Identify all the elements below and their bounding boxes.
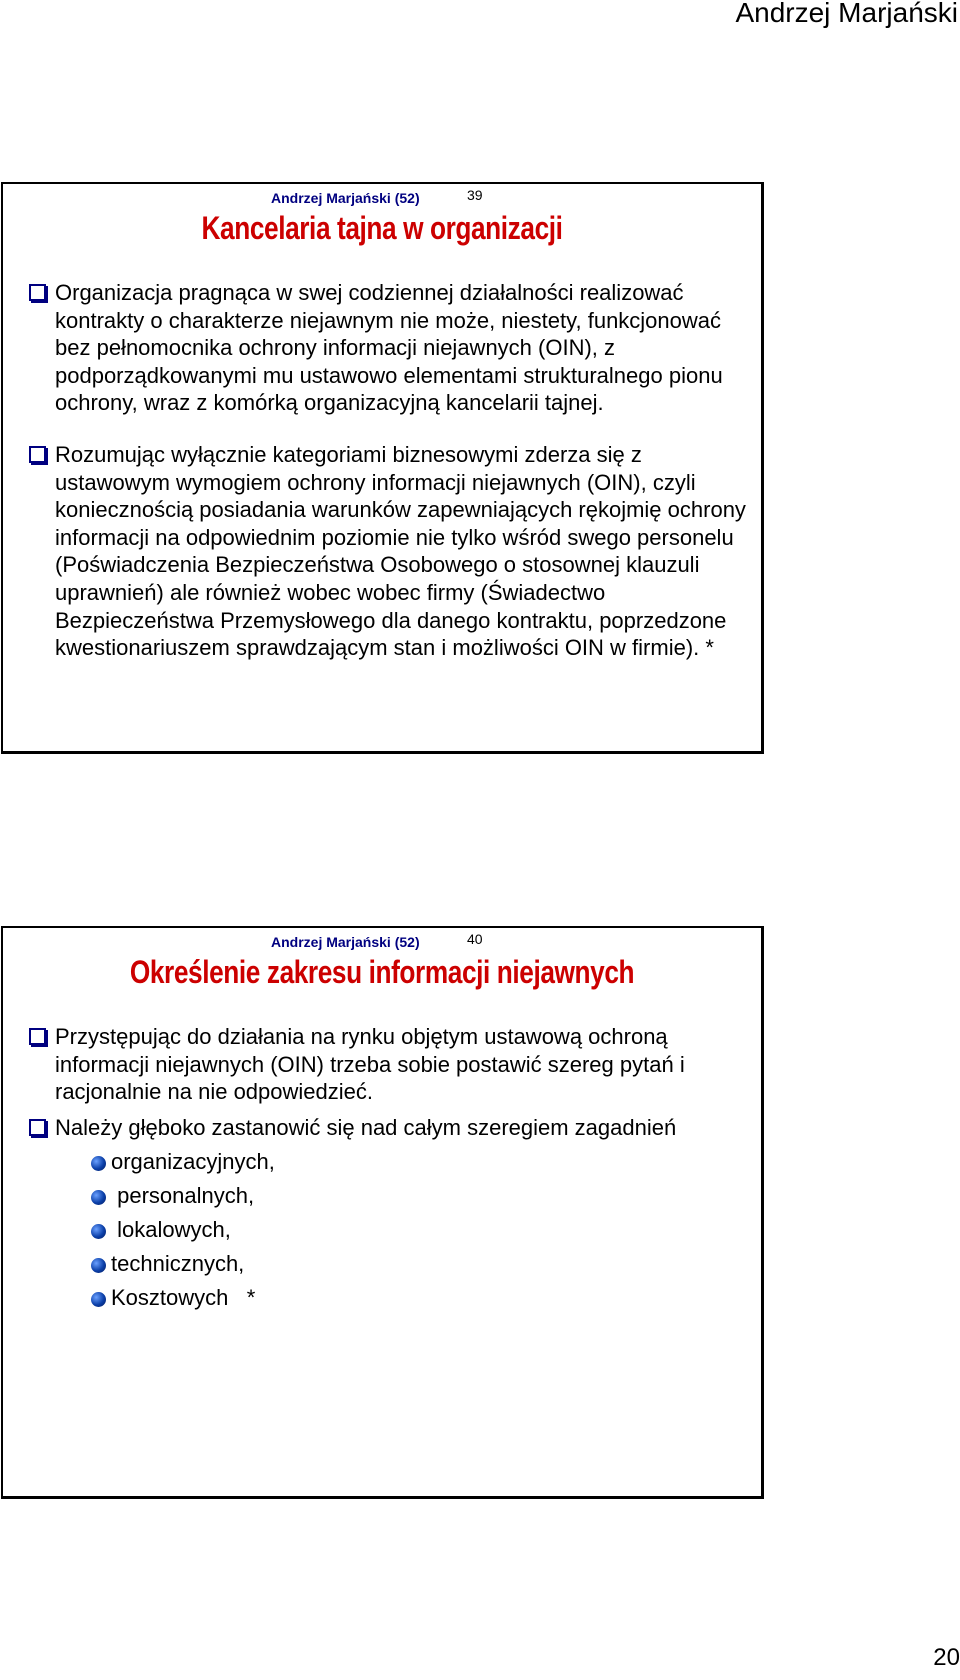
bullet-text: Przystępując do działania na rynku objętym ustawową ochroną informacji niejawnych (OIN) trzeba sobie postawić szereg pytań i racjonalnie na nie odpowiedzieć.	[55, 1024, 685, 1105]
square-bullet-icon	[29, 1028, 46, 1045]
square-bullet-icon	[29, 284, 46, 301]
bullet-text: Rozumując wyłącznie kategoriami biznesowymi zderza się z ustawowym wymogiem ochrony informacji niejawnych (OIN), czyli koniecznością posiadania warunków zapewniających rękojmię ochrony informacji na odpowiednim poziomie nie tylko wśród swego personelu (Poświadczenia Bezpieczeństwa Osobowego o stosownej klauzuli uprawnień) ale również wobec wobec firmy (Świadectwo Bezpieczeństwa Przemysłowego dla danego kontraktu, poprzedzone kwestionariuszem sprawdzającym stan i możliwości OIN w firmie). *	[55, 441, 746, 661]
sphere-bullet-icon	[91, 1292, 106, 1307]
sub-bullet-item	[87, 1247, 749, 1281]
sphere-bullet-icon	[91, 1224, 106, 1239]
sub-bullet-item	[87, 1281, 749, 1315]
sub-bullet-text: technicznych,	[111, 1251, 245, 1277]
sphere-bullet-icon	[91, 1156, 106, 1171]
sphere-bullet-icon	[91, 1258, 106, 1273]
sub-bullet-text: Kosztowych *	[111, 1285, 256, 1311]
sub-bullet-text: personalnych,	[111, 1183, 255, 1209]
page-number: 20	[933, 1644, 960, 1671]
slide-title: Kancelaria tajna w organizacji	[201, 210, 563, 246]
slide-author: Andrzej Marjański (52)	[271, 934, 420, 950]
slide-40	[1, 926, 764, 1499]
bullet-list	[23, 279, 749, 662]
sub-bullet-item	[87, 1213, 749, 1247]
bullet-item	[23, 441, 749, 662]
sub-bullet-list	[55, 1145, 749, 1315]
square-bullet-icon	[29, 1119, 46, 1136]
sub-bullet-text: organizacyjnych,	[111, 1149, 275, 1175]
bullet-item	[23, 1114, 749, 1316]
slide-author: Andrzej Marjański (52)	[271, 190, 420, 206]
slide-number: 39	[467, 187, 483, 203]
sub-bullet-item	[87, 1145, 749, 1179]
sphere-bullet-icon	[91, 1190, 106, 1205]
sub-bullet-item	[87, 1179, 749, 1213]
page-header: Andrzej Marjański	[735, 0, 958, 28]
slide-number: 40	[467, 931, 483, 947]
bullet-text: Organizacja pragnąca w swej codziennej działalności realizować kontrakty o charakterze niejawnym nie może, niestety, funkcjonować bez pełnomocnika ochrony informacji niejawnych (OIN), z podporządkowanymi mu ustawowo elementami strukturalnego pionu ochrony, wraz z komórką organizacyjną kancelarii tajnej.	[55, 280, 723, 416]
bullet-list	[23, 1023, 749, 1315]
bullet-item	[23, 1023, 749, 1106]
bullet-text: Należy głęboko zastanowić się nad całym szeregiem zagadnień	[55, 1114, 677, 1140]
slide-39	[1, 182, 764, 754]
square-bullet-icon	[29, 446, 46, 463]
bullet-item	[23, 279, 749, 417]
slide-title: Określenie zakresu informacji niejawnych	[129, 954, 635, 990]
sub-bullet-text: lokalowych,	[111, 1217, 231, 1243]
